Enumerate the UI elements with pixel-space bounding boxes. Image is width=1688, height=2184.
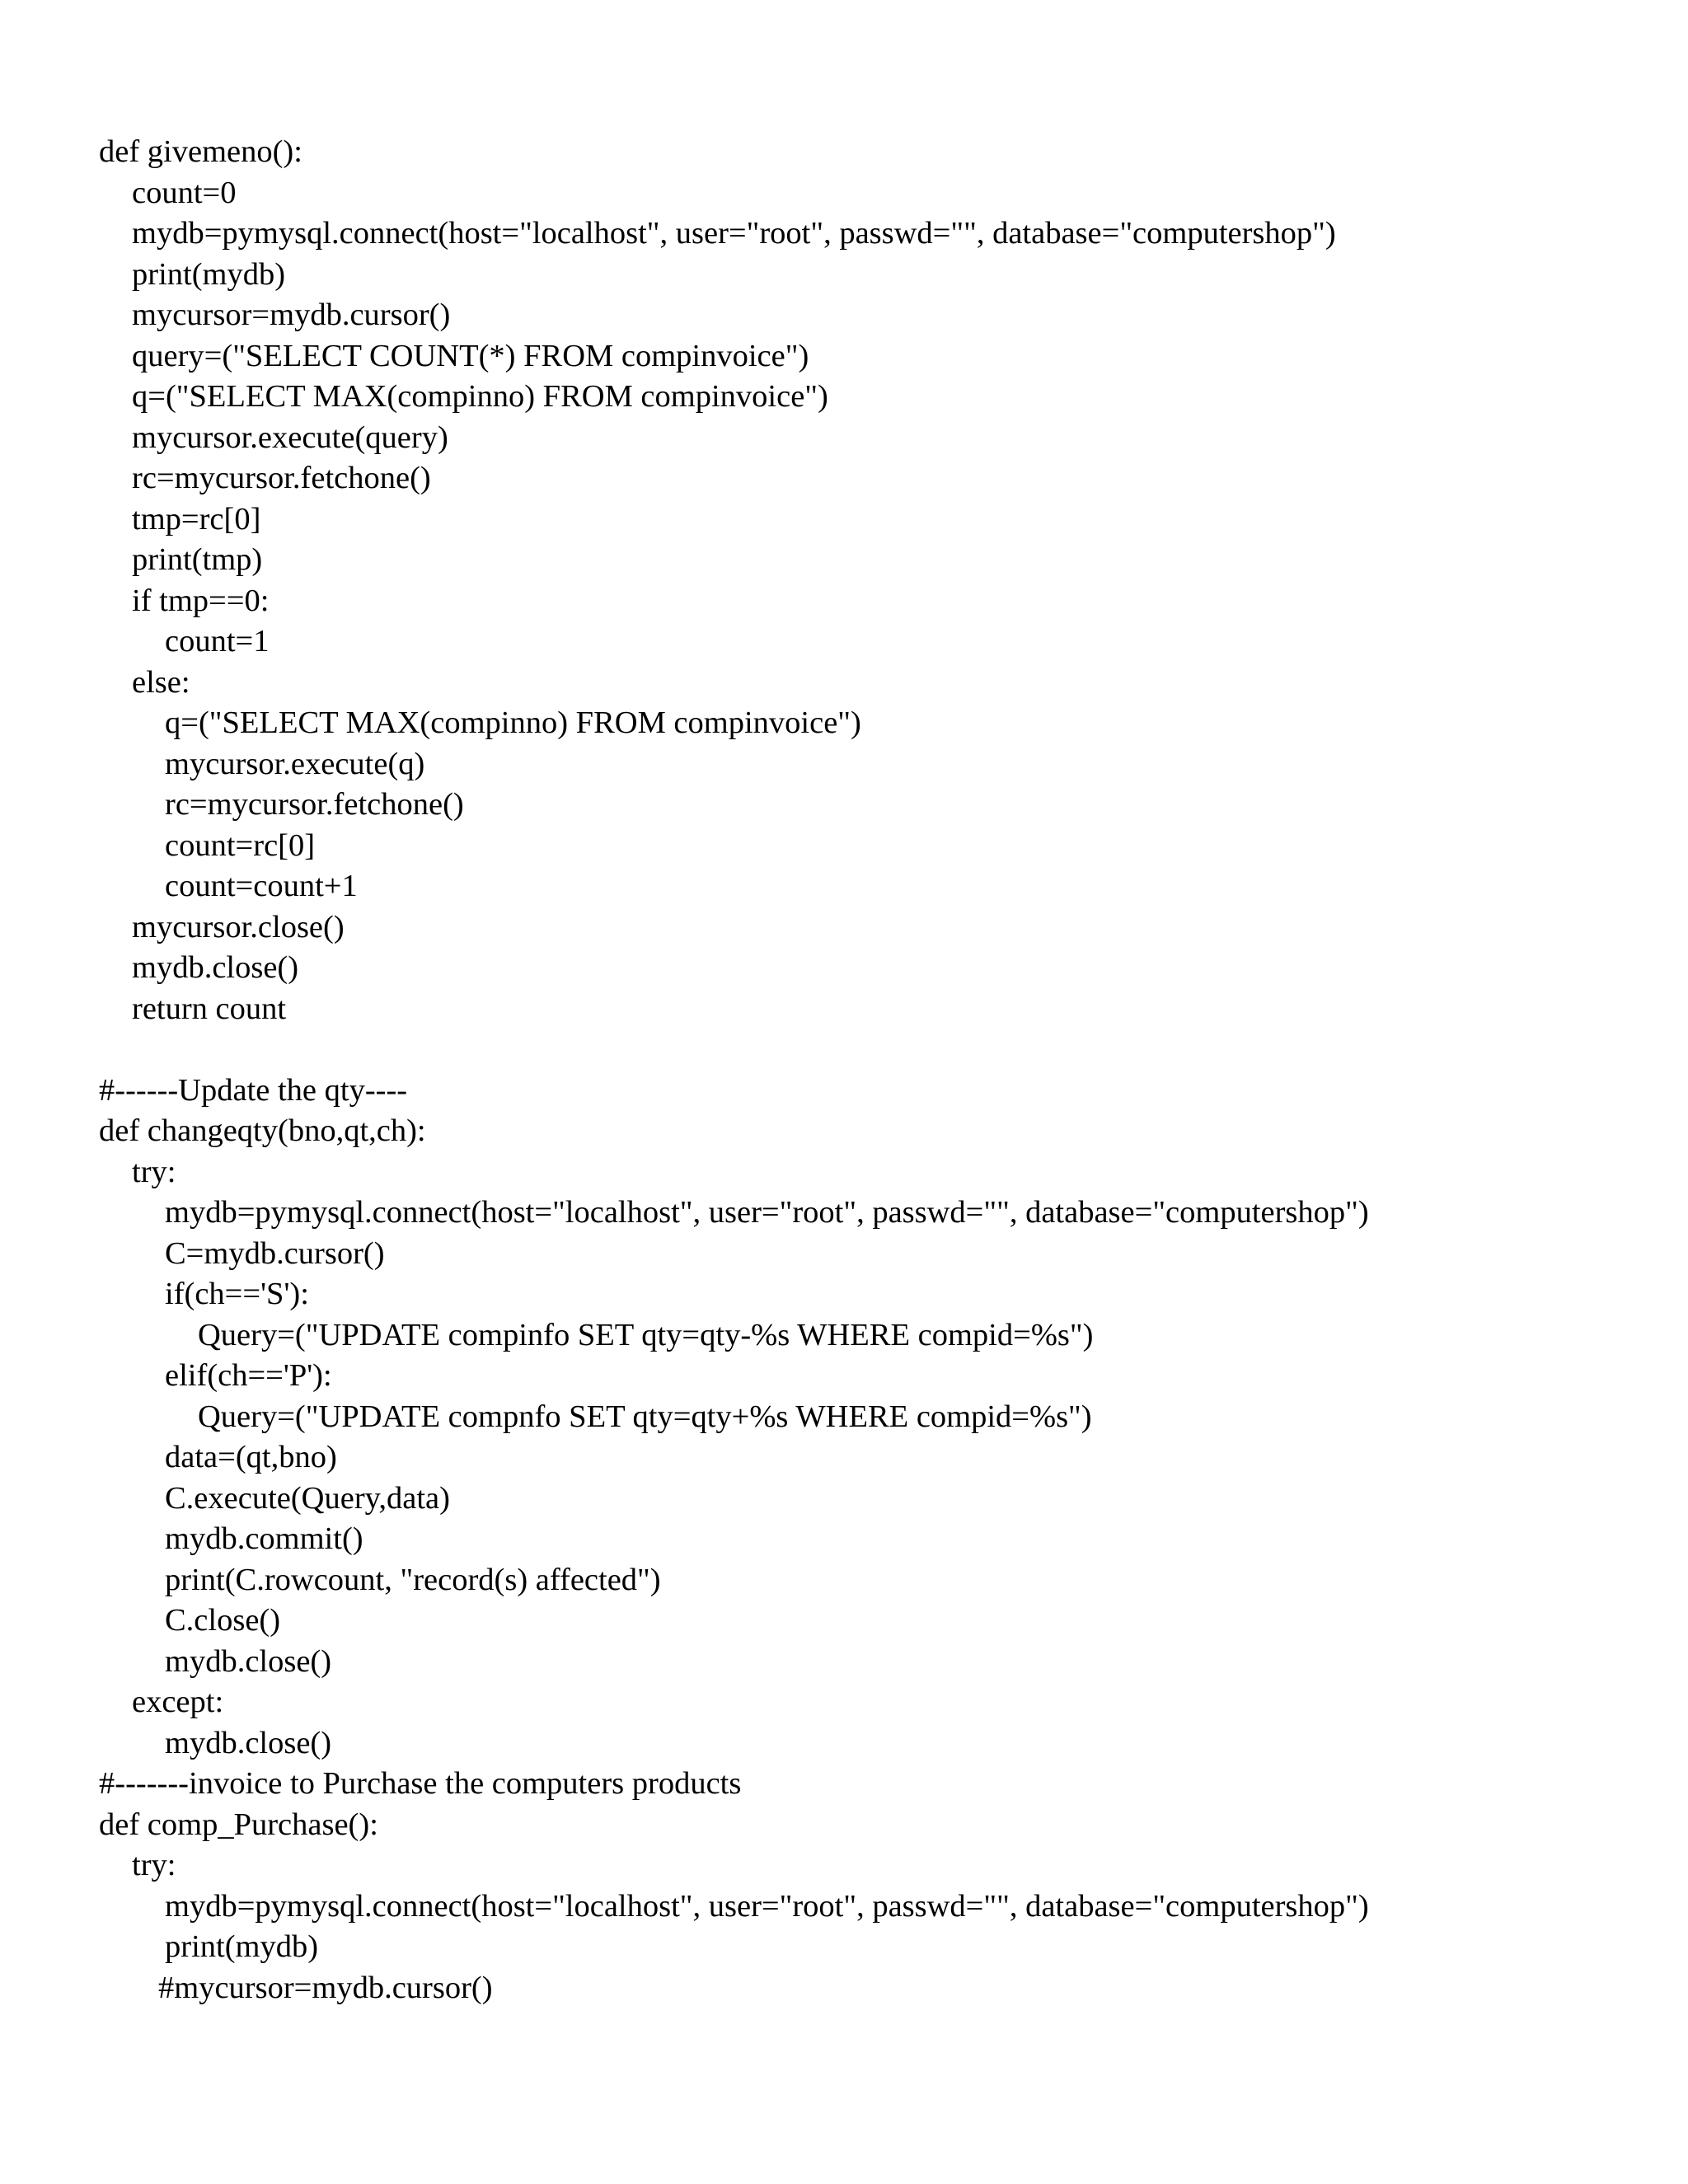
code-line: mydb.close() (165, 1643, 332, 1679)
code-line: try: (132, 1154, 176, 1189)
code-line: q=("SELECT MAX(compinno) FROM compinvoice") (165, 705, 861, 740)
code-line: print(C.rowcount, "record(s) affected") (165, 1562, 661, 1597)
code-line: if tmp==0: (132, 583, 270, 618)
code-line: except: (132, 1685, 224, 1719)
code-line: def changeqty(bno,qt,ch): (99, 1113, 426, 1148)
code-line: Query=("UPDATE compinfo SET qty=qty-%s WHERE compid=%s") (198, 1317, 1094, 1352)
code-line: count=rc[0] (165, 827, 316, 863)
code-line: mydb=pymysql.connect(host="localhost", user="root", passwd="", database="computershop") (165, 1195, 1369, 1230)
code-line: count=1 (165, 624, 270, 658)
code-line: mydb=pymysql.connect(host="localhost", user="root", passwd="", database="computershop") (132, 216, 1336, 251)
code-comment: #------Update the qty---- (99, 1072, 408, 1108)
code-line: count=0 (132, 175, 237, 210)
code-line: C.close() (165, 1603, 281, 1638)
code-line: query=("SELECT COUNT(*) FROM compinvoice") (132, 338, 809, 373)
code-comment: #mycursor=mydb.cursor() (158, 1970, 493, 2005)
code-line: count=count+1 (165, 869, 358, 903)
code-line: def givemeno(): (99, 134, 302, 169)
code-line: C=mydb.cursor() (165, 1235, 385, 1271)
code-line: mydb=pymysql.connect(host="localhost", user="root", passwd="", database="computershop") (165, 1888, 1369, 1924)
code-line: data=(qt,bno) (165, 1440, 337, 1474)
code-line: mydb.commit() (165, 1521, 363, 1556)
code-line: Query=("UPDATE compnfo SET qty=qty+%s WHERE compid=%s") (198, 1399, 1092, 1434)
code-line: mycursor=mydb.cursor() (132, 298, 451, 332)
code-line: try: (132, 1848, 176, 1882)
code-line: tmp=rc[0] (132, 501, 261, 537)
blank-line (99, 1029, 1665, 1071)
code-line: return count (132, 991, 287, 1026)
code-listing (99, 132, 1665, 2008)
code-line: mycursor.execute(q) (165, 746, 425, 781)
code-line: mydb.close() (132, 950, 299, 985)
code-comment: #-------invoice to Purchase the computers products (99, 1766, 742, 1801)
code-line: def comp_Purchase(): (99, 1807, 378, 1842)
code-line: print(mydb) (165, 1929, 319, 1964)
code-line: rc=mycursor.fetchone() (132, 461, 431, 495)
code-line: q=("SELECT MAX(compinno) FROM compinvoice") (132, 379, 828, 414)
code-line: print(tmp) (132, 542, 263, 577)
code-line: mydb.close() (165, 1725, 332, 1760)
code-line: if(ch=='S'): (165, 1277, 309, 1311)
code-line: mycursor.execute(query) (132, 419, 448, 455)
code-line: mycursor.close() (132, 909, 345, 944)
code-line: else: (132, 664, 190, 700)
code-line: rc=mycursor.fetchone() (165, 787, 464, 822)
code-line: elif(ch=='P'): (165, 1358, 332, 1393)
code-line: C.execute(Query,data) (165, 1480, 450, 1516)
code-line: print(mydb) (132, 256, 286, 292)
